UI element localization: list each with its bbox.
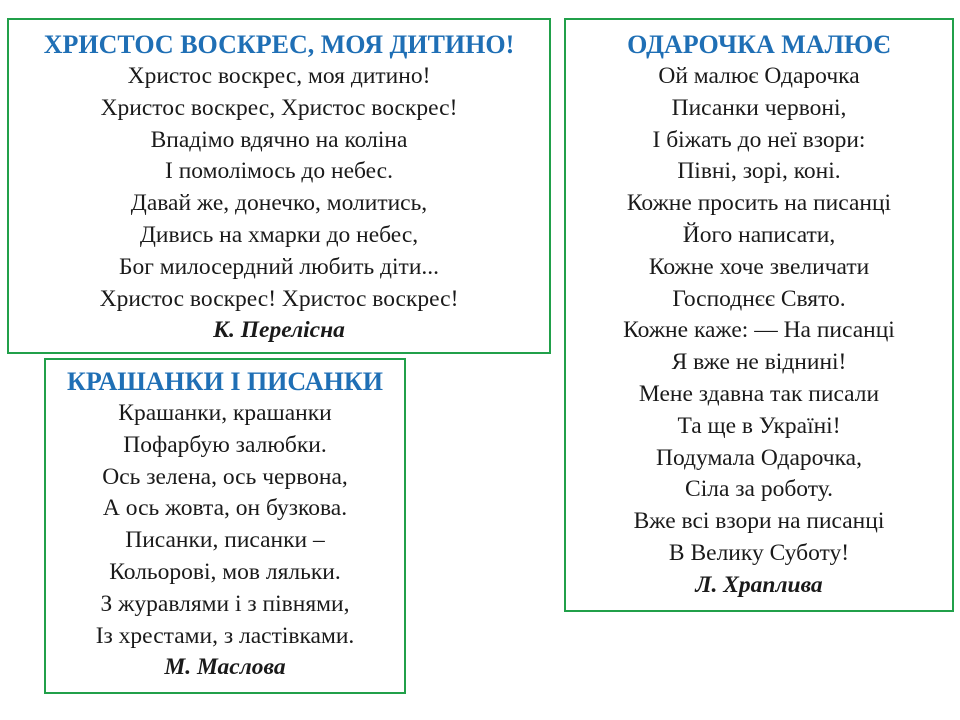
- poem-line: Писанки, писанки –: [125, 527, 325, 554]
- poem-line: Сіла за роботу.: [685, 476, 833, 503]
- poem-line: Христос воскрес, моя дитино!: [127, 63, 431, 89]
- poem-title: КРАШАНКИ І ПИСАНКИ: [67, 367, 383, 396]
- poem-line: І біжать до неї взори:: [652, 126, 866, 153]
- poem-line: Пофарбую залюбки.: [123, 431, 327, 458]
- poem-line: Кожне каже: — На писанці: [623, 317, 895, 344]
- poem-line: Христос воскрес! Христос воскрес!: [99, 285, 459, 312]
- poem-line: Вже всі взори на писанці: [633, 508, 885, 535]
- poem-line: Подумала Одарочка,: [656, 444, 862, 471]
- poem-line: Дивись на хмарки до небес,: [139, 221, 419, 248]
- poem-line: Христос воскрес, Христос воскрес!: [100, 94, 458, 121]
- poem-line: Ой малює Одарочка: [658, 63, 860, 89]
- poem-author: К. Перелісна: [213, 317, 345, 344]
- poem-line: В Велику Суботу!: [668, 539, 850, 566]
- poem-line: А ось жовта, он бузкова.: [102, 495, 348, 522]
- poem-lines: [9, 61, 549, 315]
- poem-line: Писанки червоні,: [671, 94, 847, 121]
- poem-title: ХРИСТОС ВОСКРЕС, МОЯ ДИТИНО!: [43, 30, 515, 59]
- poem-line: Його написати,: [682, 221, 836, 248]
- poem-line: Господнєє Свято.: [672, 285, 846, 312]
- poem-line: Ось зелена, ось червона,: [102, 463, 348, 490]
- poem-author: Л. Храплива: [695, 571, 823, 598]
- poem-lines: [46, 398, 404, 652]
- poem-line: Та ще в Україні!: [677, 412, 841, 439]
- poem-line: Давай же, донечко, молитись,: [130, 190, 428, 217]
- poem-line: Мене здавна так писали: [638, 380, 880, 407]
- poem-line: З журавлями і з півнями,: [100, 590, 350, 617]
- poem-line: Півні, зорі, коні.: [677, 158, 841, 185]
- poem-lines: [566, 61, 952, 570]
- poem-title: ОДАРОЧКА МАЛЮЄ: [627, 30, 891, 59]
- poem-line: Кожне хоче звеличати: [648, 253, 870, 280]
- poem-line: Кольорові, мов ляльки.: [109, 558, 341, 585]
- poem-box-odarochka-maliuie: [564, 18, 954, 612]
- poem-line: Я вже не віднині!: [671, 349, 847, 376]
- poem-line: Впадімо вдячно на коліна: [150, 126, 408, 153]
- poem-line: І помолімось до небес.: [165, 158, 393, 185]
- poem-line: Бог милосердний любить діти...: [118, 253, 440, 280]
- poem-box-krashanky-i-pysanky: [44, 358, 406, 694]
- poem-line: Із хрестами, з ластівками.: [95, 622, 355, 649]
- poem-line: Крашанки, крашанки: [118, 400, 332, 426]
- poem-author: М. Маслова: [164, 654, 286, 681]
- poem-box-khrystos-voskres: [7, 18, 551, 354]
- poem-line: Кожне просить на писанці: [626, 190, 892, 217]
